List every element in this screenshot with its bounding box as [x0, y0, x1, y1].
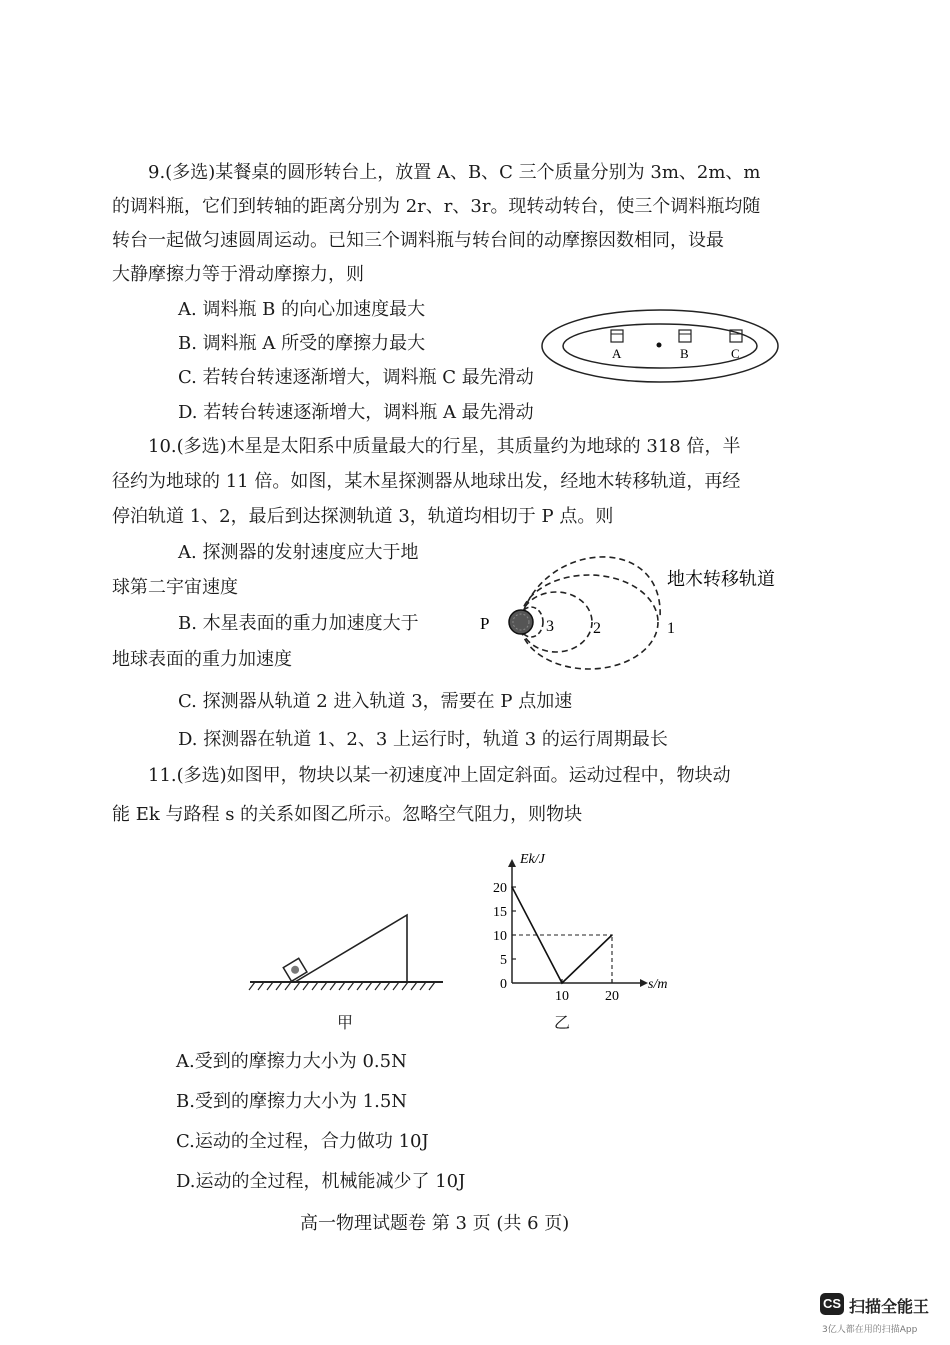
- q10-option-a-cont: 球第二宇宙速度: [112, 577, 238, 598]
- ground-hatch: [357, 982, 363, 990]
- y-tick-label: 15: [493, 905, 507, 920]
- bottle-b-icon: [679, 330, 691, 342]
- transfer-orbit-label: 地木转移轨道: [667, 569, 775, 589]
- q10-option-b-cont: 地球表面的重力加速度: [112, 649, 292, 670]
- brand-name: 扫描全能王: [849, 1297, 930, 1316]
- ground-hatch: [420, 982, 426, 990]
- ek-data-point: [561, 982, 563, 984]
- q11-line-1: 11.(多选)如图甲，物块以某一初速度冲上固定斜面。运动过程中，物块动: [148, 765, 731, 786]
- y-tick-label: 20: [493, 881, 507, 896]
- point-p-label: P: [480, 614, 490, 633]
- ek-data-point: [611, 934, 613, 936]
- ground-hatch: [267, 982, 273, 990]
- orbit-1: [520, 575, 658, 669]
- y-axis-arrow: [508, 859, 516, 867]
- q9-line-2: 的调料瓶，它们到转轴的距离分别为 2r、r、3r。现转动转台，使三个调料瓶均随: [112, 196, 761, 217]
- y-tick-label: 5: [500, 953, 507, 968]
- ground-hatch: [330, 982, 336, 990]
- q10-option-a: A. 探测器的发射速度应大于地: [178, 542, 419, 563]
- q9-line-1: 9.(多选)某餐桌的圆形转台上，放置 A、B、C 三个质量分别为 3m、2m、m: [148, 162, 761, 183]
- ground-hatch: [285, 982, 291, 990]
- q11-option-b: B.受到的摩擦力大小为 1.5N: [176, 1091, 408, 1112]
- q10-line-3: 停泊轨道 1、2，最后到达探测轨道 3，轨道均相切于 P 点。则: [112, 506, 614, 527]
- scanner-watermark: [820, 1293, 940, 1337]
- ground-hatch: [384, 982, 390, 990]
- ground-hatch: [348, 982, 354, 990]
- q10-line-2: 径约为地球的 11 倍。如图，某木星探测器从地球出发，经地木转移轨道，再经: [112, 471, 741, 492]
- incline-slope: [295, 915, 407, 982]
- turntable-figure: [540, 308, 782, 384]
- y-tick-label: 0: [500, 977, 507, 992]
- x-axis-arrow: [640, 979, 648, 987]
- ground-hatch: [258, 982, 264, 990]
- q10-option-c: C. 探测器从轨道 2 进入轨道 3，需要在 P 点加速: [178, 691, 573, 712]
- q9-option-d: D. 若转台转速逐渐增大，调料瓶 A 最先滑动: [178, 402, 534, 423]
- q10-line-1: 10.(多选)木星是太阳系中质量最大的行星，其质量约为地球的 318 倍，半: [148, 436, 741, 457]
- ground-hatch: [429, 982, 435, 990]
- q11-option-d: D.运动的全过程，机械能减少了 10J: [176, 1171, 466, 1192]
- ground-hatch: [375, 982, 381, 990]
- ground-hatch: [294, 982, 300, 990]
- orbit-2-label: 2: [593, 620, 601, 637]
- ground-hatch: [321, 982, 327, 990]
- x-tick-label: 10: [555, 989, 569, 1004]
- ground-hatch: [366, 982, 372, 990]
- x-tick-label: 20: [605, 989, 619, 1004]
- q9-line-4: 大静摩擦力等于滑动摩擦力，则: [112, 264, 364, 285]
- q11-line-2: 能 Ek 与路程 s 的关系如图乙所示。忽略空气阻力，则物块: [112, 804, 583, 825]
- chart-y-label: Ek/J: [520, 852, 545, 867]
- ground-hatch: [393, 982, 399, 990]
- orbit-1-label: 1: [667, 620, 675, 637]
- label-b: B: [680, 346, 689, 361]
- y-tick-label: 10: [493, 929, 507, 944]
- ground-hatch: [402, 982, 408, 990]
- incline-figure: [245, 905, 450, 995]
- figure-yi-label: 乙: [554, 1013, 571, 1032]
- q9-option-b: B. 调料瓶 A 所受的摩擦力最大: [178, 333, 426, 354]
- ground-hatch: [276, 982, 282, 990]
- orbit-figure: [470, 540, 800, 685]
- ground-hatch: [249, 982, 255, 990]
- cs-logo-icon: CS: [820, 1293, 844, 1315]
- q10-option-b: B. 木星表面的重力加速度大于: [178, 613, 419, 634]
- ground-hatch: [339, 982, 345, 990]
- bottle-a-icon: [611, 330, 623, 342]
- label-c: C: [731, 346, 740, 361]
- chart-x-label: s/m: [648, 977, 668, 992]
- label-a: A: [612, 346, 622, 361]
- q10-option-d: D. 探测器在轨道 1、2、3 上运行时，轨道 3 的运行周期最长: [178, 729, 668, 750]
- ground-hatch: [411, 982, 417, 990]
- orbit-3-label: 3: [546, 618, 554, 635]
- q11-option-c: C.运动的全过程，合力做功 10J: [176, 1131, 429, 1152]
- q11-option-a: A.受到的摩擦力大小为 0.5N: [176, 1051, 407, 1072]
- q9-option-a: A. 调料瓶 B 的向心加速度最大: [178, 299, 426, 320]
- figure-jia-label: 甲: [337, 1013, 354, 1032]
- ek-data-point: [511, 886, 513, 888]
- ek-chart: [480, 845, 690, 1005]
- ground-hatch: [303, 982, 309, 990]
- page-footer: 高一物理试题卷 第 3 页 (共 6 页): [300, 1213, 570, 1234]
- q9-line-3: 转台一起做匀速圆周运动。已知三个调料瓶与转台间的动摩擦因数相同，设最: [112, 230, 724, 251]
- axis-dot: [657, 343, 662, 348]
- brand-tagline: 3亿人都在用的扫描App: [822, 1325, 918, 1335]
- ground-hatch: [312, 982, 318, 990]
- q9-option-c: C. 若转台转速逐渐增大，调料瓶 C 最先滑动: [178, 367, 534, 388]
